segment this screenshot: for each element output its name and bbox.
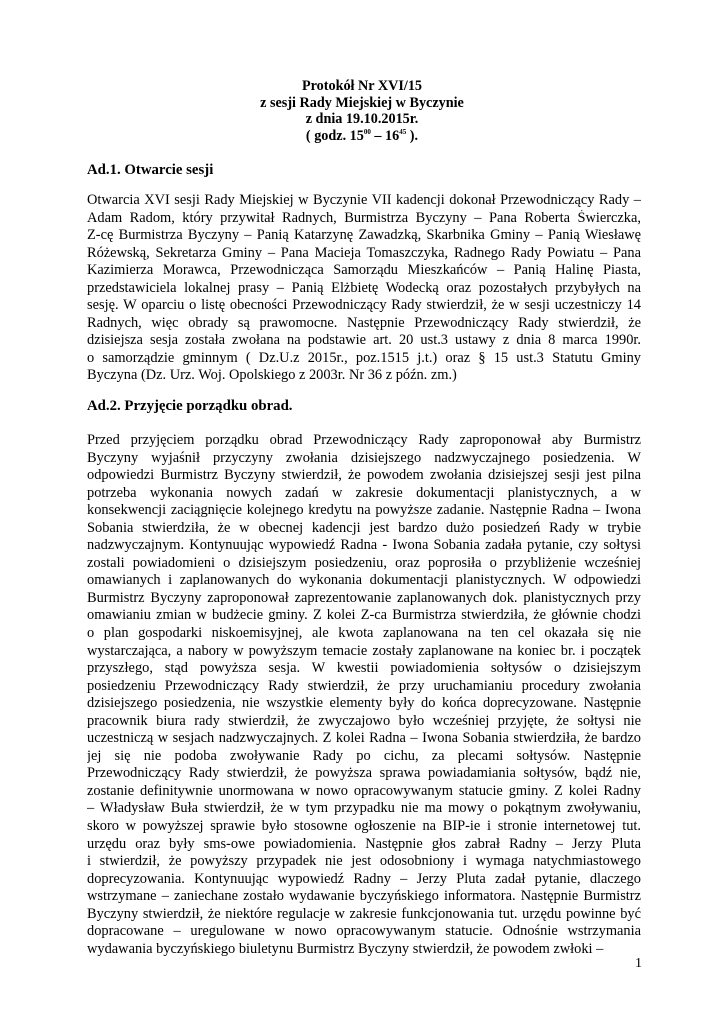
text-line: omawianiu zmian w budżecie gminy. Z kolei Z-ca Burmistrza stwierdziła, że głównie chodzi: [87, 607, 641, 624]
text-line: konsekwencji zaciągnięcie kolejnego kredytu na powyższe zadanie. Następnie Radna – Iwona: [87, 502, 641, 519]
protocol-title: Protokół Nr XVI/15: [301, 78, 423, 94]
section-heading-ad2: Ad.2. Przyjęcie porządku obrad.: [87, 398, 293, 414]
text-line: uczestniczą w sesjach nadzwyczajnych. Z kolei Radna – Iwona Sobania stwierdziła, że bardzo: [87, 730, 641, 747]
protocol-date: z dnia 19.10.2015r.: [305, 111, 419, 128]
section-heading-ad1: Ad.1. Otwarcie sesji: [87, 162, 214, 178]
paragraph-opening: [87, 192, 641, 385]
text-line: Byczyna (Dz. Urz. Woj. Opolskiego z 2003r. Nr 36 z późn. zm.): [87, 367, 457, 384]
text-line: Adam Radom, który przywitał Radnych, Burmistrza Byczyny – Pana Roberta Świerczka,: [87, 209, 641, 226]
text-line: jej się nie podoba zwoływanie Rady po cichu, za plecami sołtysów. Następnie: [87, 747, 641, 764]
text-line: doprecyzowania. Kontynuując wypowiedź Radny – Jerzy Pluta zadał pytanie, dlaczego: [87, 870, 641, 887]
text-line: odpowiedzi Burmistrz Byczyny stwierdził, że powodem zwołania dzisiejszej sesji jest pilna: [87, 467, 641, 484]
text-line: pracownik biura rady stwierdził, że zwyczajowo było wcześniej przyjęte, że sołtysi nie: [87, 712, 641, 729]
protocol-time: ( godz. $15^{00} - 16^{45}$ ).: [305, 127, 419, 144]
text-line: Byczyny stwierdził, że niektóre regulacje w zakresie funkcjonowania tut. urzędu powinne być: [87, 905, 641, 922]
text-line: Przewodniczący Rady stwierdził, że powyższa sprawa powiadamiania sołtysów, bądź nie,: [87, 765, 641, 782]
text-line: o samorządzie gminnym ( Dz.U.z 2015r., poz.1515 j.t.) oraz § 15 ust.3 Statutu Gminy: [87, 349, 641, 366]
text-line: o plan gospodarki niskoemisyjnej, ale kwota zaplanowana na ten cel okazała się nie: [87, 625, 641, 642]
text-line: Sobania stwierdziła, że w obecnej kadencji jest bardzo dużo posiedzeń Rady w trybie: [87, 519, 641, 536]
text-line: zostali powiadomieni o dzisiejszym posiedzeniu, oraz poprosiła o przybliżenie wcześniej: [87, 554, 641, 571]
text-line: posiedzeniu Przewodniczący Rady stwierdził, że przy uruchamianiu procedury zwołania: [87, 677, 641, 694]
text-line: nadzwyczajnym. Kontynuując wypowiedź Radna - Iwona Sobania zadała pytanie, czy sołtysi: [87, 537, 641, 554]
text-line: i stwierdził, że powyższy przypadek nie jest odosobniony i wymaga natychmiastowego: [87, 853, 641, 870]
text-line: urzędu oraz były sms-owe powiadomienia. Następnie głos zabrał Radny – Jerzy Pluta: [87, 835, 641, 852]
text-line: Różewską, Sekretarza Gminy – Pana Macieja Tomaszczyka, Radnego Rady Powiatu – Pana: [87, 244, 641, 261]
text-line: wstrzymane – zaniechane zostało wydawanie byczyńskiego informatora. Następnie Burmistrz: [87, 888, 641, 905]
text-line: Z-cę Burmistrza Byczyny – Panią Katarzynę Zawadzką, Skarbnika Gminy – Panią Wiesławę: [87, 227, 641, 244]
page-number: 1: [635, 956, 642, 971]
text-line: sesję. W oparciu o listę obecności Przewodniczący Rady stwierdził, że w sesji uczestniczy 14: [87, 297, 641, 314]
text-line: omawianych i zaplanowanych do wykonania dokumentacji planistycznych. W odpowiedzi: [87, 572, 641, 589]
text-line: dzisiejszego posiedzenia, nie wszystkie elementy były do końca doprecyzowane. Następnie: [87, 695, 641, 712]
text-line: zostanie definitywnie unormowana w nowo opracowywanym statucie gminy. Z kolei Radny: [87, 782, 641, 799]
text-line: Radnych, więc obrady są prawomocne. Następnie Przewodniczący Rady stwierdził, że: [87, 314, 641, 331]
text-line: wystarczająca, a nabory w powyższym temacie zostały zaplanowane na koniec br. i początek: [87, 642, 641, 659]
text-line: skoro w powyższej sprawie było stosowne ogłoszenie na BIP-ie i stronie internetowej tut.: [87, 818, 641, 835]
text-line: Otwarcia XVI sesji Rady Miejskiej w Byczynie VII kadencji dokonał Przewodniczący Rady –: [87, 192, 641, 208]
protocol-header: [0, 78, 724, 144]
paragraph-agenda: [87, 432, 641, 958]
text-line: potrzeba wykonania nowych zadań w zakresie dokumentacji planistycznych, a w: [87, 484, 641, 501]
text-line: Przed przyjęciem porządku obrad Przewodniczący Rady zaproponował aby Burmistrz: [87, 432, 641, 448]
text-line: dzisiejsza sesja została zwołana na podstawie art. 20 ust.3 ustawy z dnia 8 marca 1990r.: [87, 332, 641, 349]
text-line: przyszłego, stąd powyższa sesja. W kwestii powiadomienia sołtysów o dzisiejszym: [87, 660, 641, 677]
text-line: Byczyny wyjaśnił przyczyny zwołania dzisiejszego nadzwyczajnego posiedzenia. W: [87, 449, 641, 466]
text-line: wydawania byczyńskiego biuletynu Burmistrz Byczyny stwierdził, że powodem zwłoki –: [87, 940, 604, 957]
protocol-session: z sesji Rady Miejskiej w Byczynie: [260, 94, 464, 111]
text-line: przedstawiciela lokalnej prasy – Panią Elżbietę Wodecką oraz pozostałych przybyłych na: [87, 279, 641, 296]
text-line: dopracowane – uregulowane w nowo opracowywanym statucie. Odnośnie wstrzymania: [87, 923, 641, 940]
text-line: – Władysław Buła stwierdził, że w tym przypadku nie ma mowy o pokątnym zwoływaniu,: [87, 800, 641, 817]
text-line: Burmistrz Byczyny zaproponował zaprezentowanie zaplanowanych dok. planistycznych przy: [87, 589, 641, 606]
text-line: Kazimierza Morawca, Przewodnicząca Samorządu Mieszkańców – Panią Halinę Piasta,: [87, 262, 641, 279]
